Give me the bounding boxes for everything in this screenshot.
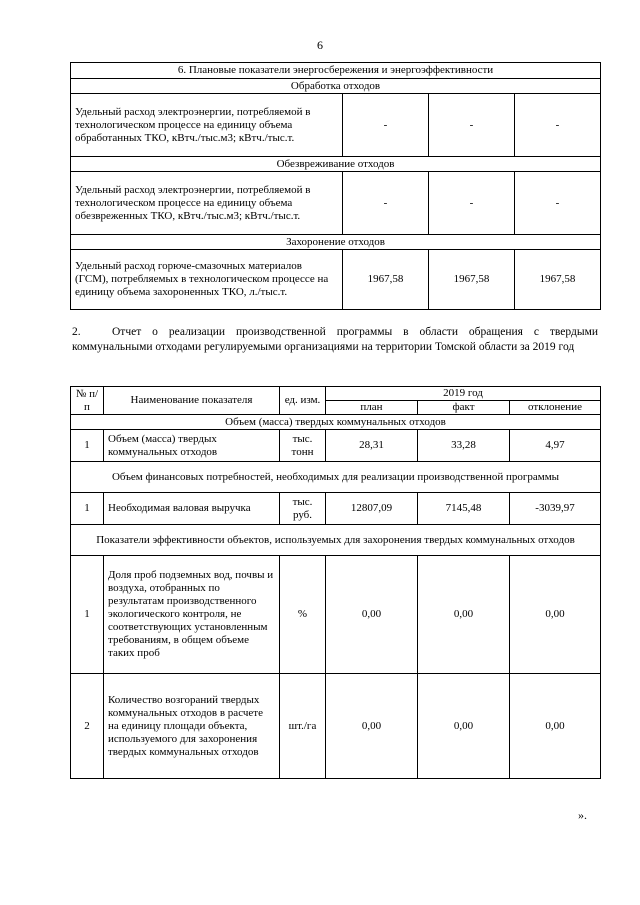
row-num: 1: [71, 430, 104, 462]
value-cell: -: [343, 94, 429, 157]
section-heading: Захоронение отходов: [71, 235, 601, 250]
row-unit: тыс. тонн: [280, 430, 326, 462]
row-plan: 12807,09: [326, 493, 418, 525]
row-unit: шт./га: [280, 674, 326, 779]
row-deviation: 4,97: [510, 430, 601, 462]
section-heading: Обезвреживание отходов: [71, 157, 601, 172]
row-deviation: 0,00: [510, 556, 601, 674]
value-cell: -: [343, 172, 429, 235]
row-fact: 33,28: [418, 430, 510, 462]
program-report-table: [70, 386, 601, 779]
value-cell: -: [429, 94, 515, 157]
page-number: 6: [317, 38, 323, 52]
row-plan: 0,00: [326, 556, 418, 674]
header-fact: факт: [418, 401, 510, 415]
row-plan: 28,31: [326, 430, 418, 462]
header-year: 2019 год: [326, 387, 601, 401]
section-heading: Объем финансовых потребностей, необходимых для реализации производственной программы: [71, 462, 601, 493]
indicator-cell: Удельный расход горюче-смазочных материалов (ГСМ), потребляемых в технологическом процессе на единицу объема захороненных ТКО, л./тыс.т.: [71, 250, 343, 310]
header-name: Наименование показателя: [104, 387, 280, 415]
row-num: 1: [71, 556, 104, 674]
section-heading: Объем (масса) твердых коммунальных отходов: [71, 415, 601, 430]
header-plan: план: [326, 401, 418, 415]
header-unit: ед. изм.: [280, 387, 326, 415]
section-heading: Показатели эффективности объектов, используемых для захоронения твердых коммунальных отходов: [71, 525, 601, 556]
value-cell: -: [515, 172, 601, 235]
paragraph-text: Отчет о реализации производственной программы в области обращения с твердыми коммунальными отходами регулируемыми организациями на территории Томской области за 2019 год: [72, 326, 598, 353]
section-heading: Обработка отходов: [71, 79, 601, 94]
row-plan: 0,00: [326, 674, 418, 779]
value-cell: 1967,58: [429, 250, 515, 310]
row-unit: %: [280, 556, 326, 674]
row-name: Количество возгораний твердых коммунальных отходов в расчете на единицу площади объекта, используемого для захоронения твердых коммунальных отходов: [104, 674, 280, 779]
value-cell: -: [515, 94, 601, 157]
row-num: 2: [71, 674, 104, 779]
report-paragraph: [72, 325, 598, 355]
row-name: Объем (масса) твердых коммунальных отходов: [104, 430, 280, 462]
row-deviation: -3039,97: [510, 493, 601, 525]
row-unit: тыс. руб.: [280, 493, 326, 525]
row-deviation: 0,00: [510, 674, 601, 779]
value-cell: 1967,58: [343, 250, 429, 310]
row-name: Необходимая валовая выручка: [104, 493, 280, 525]
row-num: 1: [71, 493, 104, 525]
header-deviation: отклонение: [510, 401, 601, 415]
indicator-cell: Удельный расход электроэнергии, потребляемой в технологическом процессе на единицу объема обезвреженных ТКО, кВтч./тыс.м3; кВтч./тыс.т.: [71, 172, 343, 235]
row-name: Доля проб подземных вод, почвы и воздуха, отобранных по результатам производственного экологического контроля, не соответствующих установленным требованиям, в общем объеме таких проб: [104, 556, 280, 674]
row-fact: 7145,48: [418, 493, 510, 525]
closing-quote-mark: ».: [578, 808, 587, 822]
energy-efficiency-table: [70, 62, 601, 310]
row-fact: 0,00: [418, 556, 510, 674]
row-fact: 0,00: [418, 674, 510, 779]
value-cell: -: [429, 172, 515, 235]
value-cell: 1967,58: [515, 250, 601, 310]
table1-title: 6. Плановые показатели энергосбережения и энергоэффективности: [71, 63, 601, 79]
paragraph-number: 2.: [72, 326, 81, 338]
indicator-cell: Удельный расход электроэнергии, потребляемой в технологическом процессе на единицу объема обработанных ТКО, кВтч./тыс.м3; кВтч./тыс.т.: [71, 94, 343, 157]
header-num: № п/п: [71, 387, 104, 415]
